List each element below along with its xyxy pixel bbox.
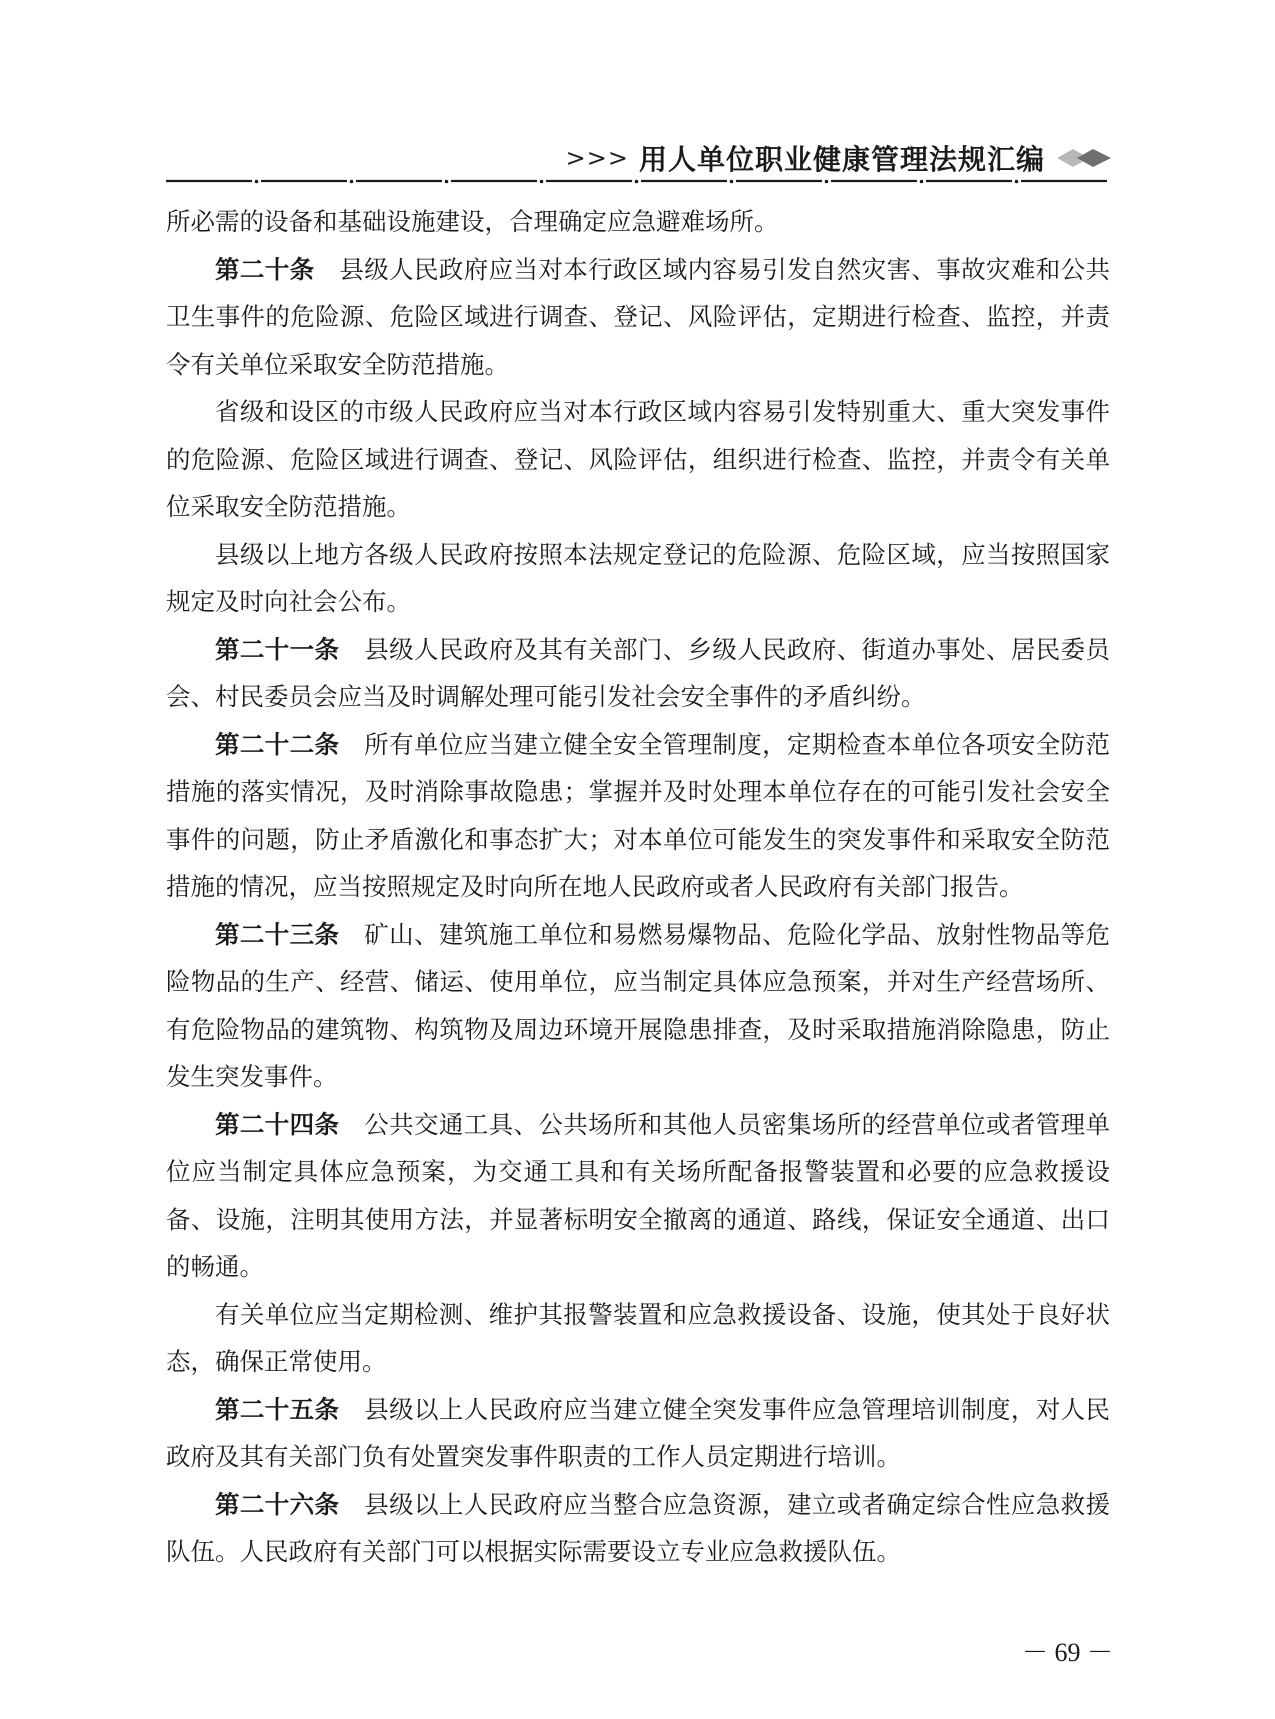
body-text: [166, 198, 1110, 1576]
paragraph-text: 县级人民政府及其有关部门、乡级人民政府、街道办事处、居民委员会、村民委员会应当及时调解处理可能引发社会安全事件的矛盾纠纷。: [166, 634, 1111, 711]
body-paragraph: [166, 1291, 1110, 1386]
paragraph-text: 公共交通工具、公共场所和其他人员密集场所的经营单位或者管理单位应当制定具体应急预案，为交通工具和有关场所配备报警装置和必要的应急救援设备、设施，注明其使用方法，并显著标明安全撤离的通道、路线，保证安全通道、出口的畅通。: [166, 1109, 1111, 1281]
body-paragraph: [166, 198, 1110, 246]
page-number: － 69 －: [1021, 1638, 1113, 1667]
double-diamond-icon: [1055, 147, 1113, 169]
paragraph-text: 县级以上人民政府应当整合应急资源，建立或者确定综合性应急救援队伍。人民政府有关部门可以根据实际需要设立专业应急救援队伍。: [166, 1489, 1111, 1566]
body-paragraph: [166, 388, 1110, 531]
article-number: 第二十四条: [215, 1109, 340, 1139]
article-paragraph: [166, 1101, 1110, 1291]
running-header: [566, 138, 1113, 178]
chevrons-icon: >>>: [565, 144, 629, 172]
header-rule: [166, 176, 1110, 186]
article-paragraph: [166, 626, 1110, 721]
paragraph-text: 县级以上地方各级人民政府按照本法规定登记的危险源、危险区域，应当按照国家规定及时向社会公布。: [166, 539, 1110, 616]
article-number: 第二十六条: [215, 1489, 340, 1519]
article-paragraph: [166, 721, 1110, 911]
body-paragraph: [166, 531, 1110, 626]
paragraph-text: 县级人民政府应当对本行政区域内容易引发自然灾害、事故灾难和公共卫生事件的危险源、危险区域进行调查、登记、风险评估，定期进行检查、监控，并责令有关单位采取安全防范措施。: [166, 254, 1111, 379]
article-number: 第二十条: [215, 254, 315, 284]
article-paragraph: [166, 246, 1110, 389]
article-number: 第二十一条: [215, 634, 340, 664]
article-number: 第二十五条: [215, 1394, 340, 1424]
article-paragraph: [166, 911, 1110, 1101]
paragraph-text: 矿山、建筑施工单位和易燃易爆物品、危险化学品、放射性物品等危险物品的生产、经营、储运、使用单位，应当制定具体应急预案，并对生产经营场所、有危险物品的建筑物、构筑物及周边环境开展隐患排查，及时采取措施消除隐患，防止发生突发事件。: [166, 919, 1111, 1091]
article-paragraph: [166, 1386, 1110, 1481]
paragraph-text: 省级和设区的市级人民政府应当对本行政区域内容易引发特别重大、重大突发事件的危险源、危险区域进行调查、登记、风险评估，组织进行检查、监控，并责令有关单位采取安全防范措施。: [166, 397, 1110, 521]
paragraph-text: 所必需的设备和基础设施建设，合理确定应急避难场所。: [166, 207, 779, 236]
article-number: 第二十二条: [215, 729, 340, 759]
article-number: 第二十三条: [215, 919, 340, 949]
article-paragraph: [166, 1481, 1110, 1576]
paragraph-text: 有关单位应当定期检测、维护其报警装置和应急救援设备、设施，使其处于良好状态，确保正常使用。: [166, 1299, 1110, 1376]
paragraph-text: 所有单位应当建立健全安全管理制度，定期检查本单位各项安全防范措施的落实情况，及时消除事故隐患；掌握并及时处理本单位存在的可能引发社会安全事件的问题，防止矛盾激化和事态扩大；对本单位可能发生的突发事件和采取安全防范措施的情况，应当按照规定及时向所在地人民政府或者人民政府有关部门报告。: [166, 729, 1111, 901]
book-title: 用人单位职业健康管理法规汇编: [638, 143, 1045, 176]
paragraph-text: 县级以上人民政府应当建立健全突发事件应急管理培训制度，对人民政府及其有关部门负有处置突发事件职责的工作人员定期进行培训。: [166, 1394, 1111, 1471]
